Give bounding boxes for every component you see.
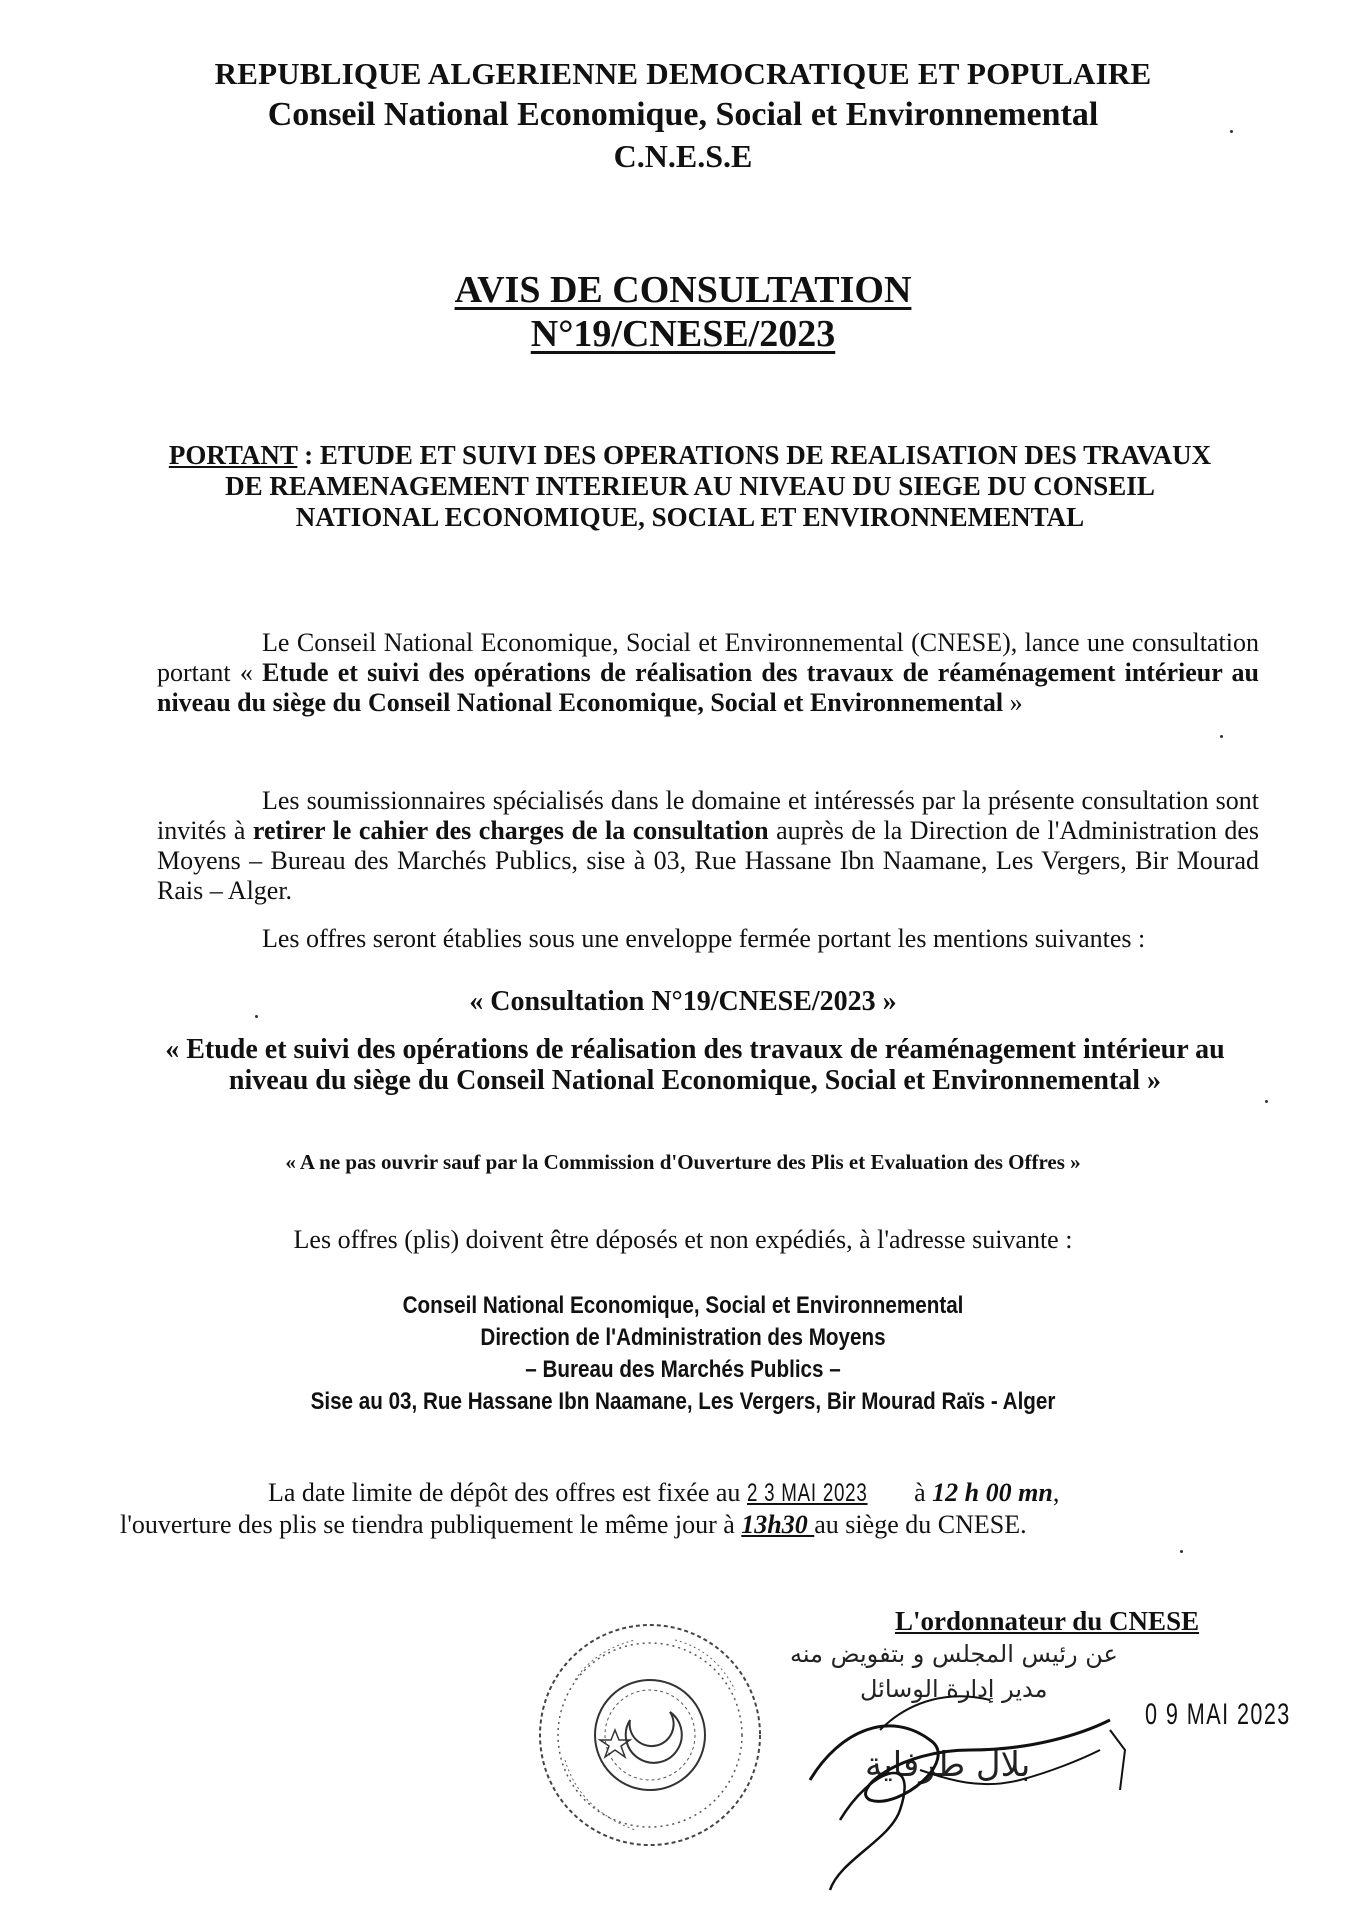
paragraph-bidders-text: Les soumissionnaires spécialisés dans le domaine et intéressés par la présente consultation sont invités à [157, 786, 1259, 845]
consultation-title: « Etude et suivi des opérations de réalisation des travaux de réaménagement intérieur au niveau du siège du Conseil National Economique, Social et Environnemental » [165, 1034, 1225, 1096]
opening-place: au siège du CNESE. [814, 1510, 1027, 1539]
paragraph-envelope: Les offres seront établies sous une enveloppe fermée portant les mentions suivantes : [262, 924, 1146, 953]
deadline-at: à [907, 1478, 933, 1507]
opening-line [120, 1509, 1260, 1541]
deposit-instruction: Les offres (plis) doivent être déposés et non expédiés, à l'adresse suivante : [293, 1225, 1073, 1254]
deadline-block [120, 1477, 1260, 1541]
consultation-reference: « Consultation N°19/CNESE/2023 » [469, 986, 897, 1017]
address-line-1: Conseil National Economique, Social et Environnemental [402, 1292, 964, 1319]
paragraph-bidders [157, 786, 1259, 906]
deadline-text: La date limite de dépôt des offres est fixée au [268, 1478, 747, 1507]
scan-speck [1180, 1550, 1183, 1553]
address-line-4: Sise au 03, Rue Hassane Ibn Naamane, Les Vergers, Bir Mourad Raïs - Alger [310, 1388, 1056, 1415]
deadline-time: 12 h 00 mn [932, 1478, 1053, 1507]
address-line-3: – Bureau des Marchés Publics – [525, 1356, 841, 1383]
scan-speck [1220, 735, 1223, 738]
do-not-open-notice: « A ne pas ouvrir sauf par la Commission d'Ouverture des Plis et Evaluation des Offres » [285, 1150, 1081, 1174]
paragraph-bidders-bold: retirer le cahier des charges de la consultation [252, 816, 769, 845]
deadline-comma: , [1052, 1478, 1060, 1507]
acronym-heading: C.N.E.S.E [613, 138, 753, 174]
paragraph-intro-bold: Etude et suivi des opérations de réalisation des travaux de réaménagement intérieur au niveau du siège du Conseil National Economique, Social et Environnemental [157, 658, 1259, 717]
council-heading: Conseil National Economique, Social et Environnemental [267, 96, 1099, 133]
delegation-text: عن رئيس المجلس و بتفويض منه [790, 1640, 1118, 1668]
signature-date-stamp: 0 9 MAI 2023 [1145, 1698, 1291, 1731]
paragraph-intro-text: Le Conseil National Economique, Social et Environnemental (CNESE), lance une consultation portant « [157, 628, 1259, 687]
scan-speck [1230, 130, 1233, 133]
republic-heading: REPUBLIQUE ALGERIENNE DEMOCRATIQUE ET POPULAIRE [214, 56, 1152, 91]
subject-text: : ETUDE ET SUIVI DES OPERATIONS DE REALISATION DES TRAVAUX DE REAMENAGEMENT INTERIEUR AU NIVEAU DU SIEGE DU CONSEIL NATIONAL ECONOMIQUE, SOCIAL ET ENVIRONNEMENTAL [225, 440, 1212, 532]
opening-text: l'ouverture des plis se tiendra publiquement le même jour à [120, 1510, 742, 1539]
signatory-name: بلال طرفاية [865, 1745, 1031, 1785]
paragraph-bidders-end: auprès de la Direction de l'Administration des Moyens – Bureau des Marchés Publics, sise à 03, Rue Hassane Ibn Naamane, Les Vergers, Bir Mourad Rais – Alger. [157, 816, 1259, 905]
deadline-date-stamp: 2 3 MAI 2023 [746, 1479, 868, 1507]
subject-label: PORTANT [168, 440, 298, 470]
address-line-2: Direction de l'Administration des Moyens [480, 1324, 886, 1351]
delivery-address [96, 1290, 1271, 1418]
notice-number: N°19/CNESE/2023 [530, 313, 836, 355]
paragraph-intro-end: » [1003, 688, 1023, 717]
signatory-title: L'ordonnateur du CNESE [895, 1606, 1200, 1636]
scan-speck [1265, 1100, 1268, 1103]
subject-block [165, 440, 1215, 533]
handwritten-signature [780, 1640, 1180, 1920]
opening-time: 13h30 [741, 1510, 815, 1539]
scan-speck [255, 1015, 258, 1018]
notice-title: AVIS DE CONSULTATION [454, 269, 912, 311]
official-seal [535, 1620, 765, 1850]
deadline-line [120, 1477, 1260, 1509]
director-text: مدير إدارة الوسائل [860, 1675, 1048, 1703]
paragraph-intro [157, 628, 1259, 718]
